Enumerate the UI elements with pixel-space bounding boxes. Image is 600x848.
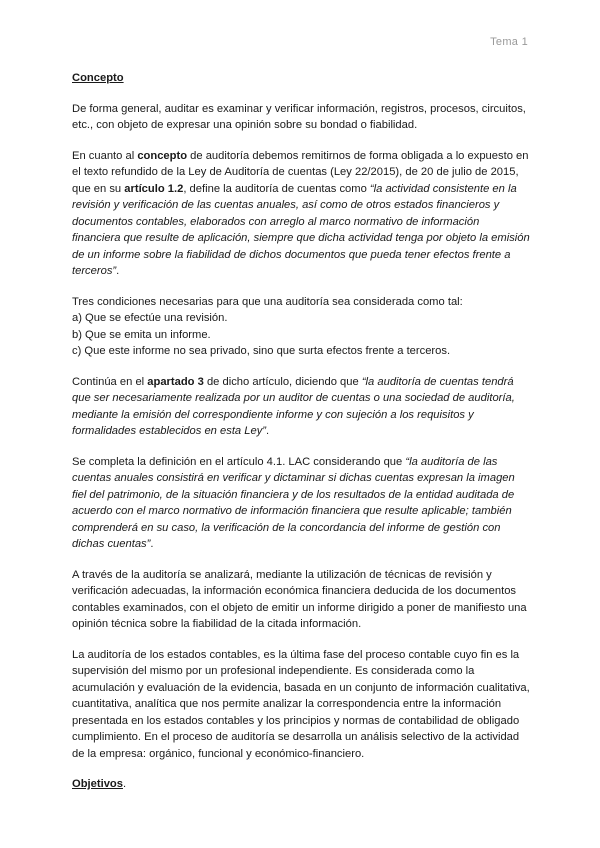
paragraph-audit-purpose: A través de la auditoría se analizará, mediante la utilización de técnicas de revisión y verificación adecuadas, la información económica financiera deducida de los documentos contables examinados, con el objeto de emitir un informe dirigido a poner de manifiesto una opinión técnica sobre la fiabilidad de la citada información. <box>72 568 527 630</box>
conditions-list <box>72 294 530 360</box>
conditions-intro: Tres condiciones necesarias para que una auditoría sea considerada como tal: <box>72 295 463 308</box>
paragraph-articulo-4-1 <box>72 454 530 553</box>
bold-term-concepto: concepto <box>137 149 188 162</box>
text-run: de dicho artículo, diciendo que <box>203 375 362 388</box>
text-run: Continúa en el <box>72 375 148 388</box>
document-body <box>72 70 530 793</box>
bold-term-articulo: artículo 1.2 <box>124 182 184 195</box>
legal-quote: “la auditoría de cuentas tendrá que ser necesariamente realizada por un auditor de cuentas o una sociedad de auditoría, mediante la emisión del correspondiente informe y con sujeción a los requisitos y formalidades establecidos en esta Ley” <box>72 375 515 437</box>
text-run: , define la auditoría de cuentas como <box>183 182 370 195</box>
heading-period: . <box>122 778 127 790</box>
list-item: b) Que se emita un informe. <box>72 328 211 341</box>
bold-term-apartado: apartado 3 <box>147 375 204 388</box>
text-run: En cuanto al <box>72 149 138 162</box>
legal-quote: “la actividad consistente en la revisión y verificación de las cuentas anuales, así como de otros estados financieros y documentos contables, elaborados con arreglo al marco normativo de información financiera que resulte de aplicación, siempre que dicha actividad tenga por objeto la emisión de un informe sobre la fiabilidad de dichos documentos que pueda tener efectos frente a terceros” <box>72 182 530 277</box>
section-heading-concepto: Concepto <box>72 72 124 84</box>
section-heading-objetivos-wrap <box>72 776 530 793</box>
page-header-topic: Tema 1 <box>490 36 528 48</box>
section-heading-objetivos: Objetivos <box>72 778 123 790</box>
list-item: c) Que este informe no sea privado, sino que surta efectos frente a terceros. <box>72 345 451 357</box>
paragraph-definition-general: De forma general, auditar es examinar y verificar información, registros, procesos, circuitos, etc., con objeto de expresar una opinión sobre su bondad o fiabilidad. <box>72 102 526 131</box>
text-run: . <box>150 538 154 550</box>
text-run: de auditoría debemos remitirnos de forma obligada a lo expuesto en el texto refundido de la Ley de Auditoría de cuentas (Ley 22/2015), de 20 de julio de 2015, que en su <box>72 149 529 195</box>
text-run: . <box>266 425 270 437</box>
text-run: Se completa la definición en el artículo 4.1. LAC considerando que <box>72 455 406 468</box>
paragraph-audit-phase: La auditoría de los estados contables, es la última fase del proceso contable cuyo fin es la supervisión del mismo por un profesional independiente. Es considerada como la acumulación y evaluación de la evidencia, basada en un conjunto de información cualitativa, cuantitativa, analítica que nos permite analizar la correspondencia entre la información presentada en los estados contables y los principios y normas de contabilidad de obligado cumplimiento. En el proceso de auditoría se desarrolla un análisis selectivo de la actividad de la empresa: orgánico, funcional y económico-financiero. <box>72 648 530 760</box>
paragraph-apartado-3 <box>72 374 530 440</box>
paragraph-legal-concept <box>72 148 530 280</box>
legal-quote: “la auditoría de las cuentas anuales consistirá en verificar y dictaminar si dichas cuentas expresan la imagen fiel del patrimonio, de la situación financiera y de los resultados de la entidad auditada de acuerdo con el marco normativo de información financiera que resulte aplicable; también comprenderá en su caso, la verificación de la concordancia del informe de gestión con dichas cuentas” <box>72 455 515 550</box>
list-item: a) Que se efectúe una revisión. <box>72 312 228 324</box>
text-run: . <box>116 265 120 277</box>
